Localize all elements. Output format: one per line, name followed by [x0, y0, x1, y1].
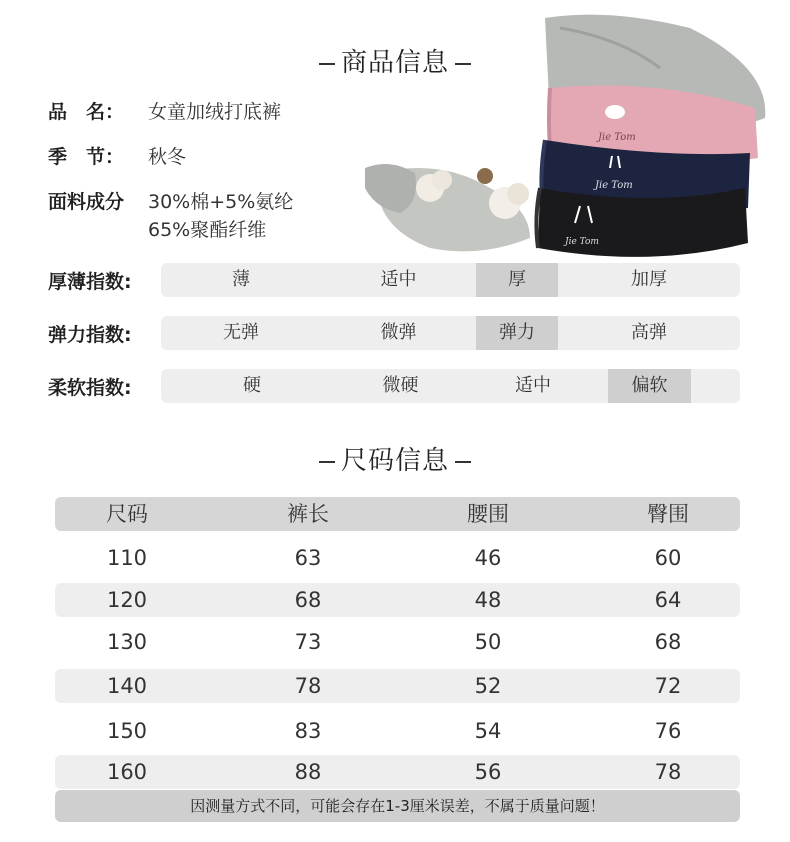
info-row-fabric: [48, 188, 293, 244]
table-row: [55, 714, 740, 748]
table-row: [55, 669, 740, 703]
thickness-index: [48, 263, 740, 297]
elasticity-option-high: 高弹: [631, 322, 667, 343]
softness-option-medium: 适中: [515, 375, 551, 396]
info-row-season: [48, 143, 186, 171]
table-row: [55, 583, 740, 617]
cell-hip: 72: [654, 674, 682, 698]
info-value-fabric: [148, 188, 293, 244]
cell-length: 73: [294, 630, 322, 654]
cell-size: 150: [106, 719, 148, 743]
cell-hip: 64: [654, 588, 682, 612]
title-dash-left: [319, 63, 335, 65]
softness-index-label: 柔软指数:: [48, 376, 132, 399]
thickness-option-thick: 厚: [476, 263, 558, 297]
cell-waist: 56: [474, 760, 502, 784]
thickness-option-thin: 薄: [232, 269, 250, 290]
cell-waist: 48: [474, 588, 502, 612]
header-hip: 臀围: [647, 502, 689, 526]
elasticity-option-none: 无弹: [223, 322, 259, 343]
info-label-name: 品 名：: [48, 101, 125, 123]
elasticity-index-bar: [161, 316, 740, 350]
size-table-header: [55, 497, 740, 531]
cell-size: 130: [106, 630, 148, 654]
product-photo: [360, 8, 780, 270]
info-value-season: 秋冬: [148, 146, 187, 168]
svg-text:Jie Tom: Jie Tom: [565, 237, 599, 247]
softness-index-bar: [161, 369, 740, 403]
cell-hip: 60: [654, 546, 682, 570]
info-row-name: [48, 98, 281, 126]
thickness-option-medium: 适中: [380, 269, 417, 290]
svg-text:Jie Tom: Jie Tom: [595, 180, 633, 191]
table-row: [55, 625, 740, 659]
cell-length: 83: [294, 719, 322, 743]
cell-length: 78: [294, 674, 322, 698]
title-dash-right: [455, 461, 471, 463]
thickness-index-bar: [161, 263, 740, 297]
header-length: 裤长: [287, 502, 329, 526]
cell-size: 110: [106, 546, 148, 570]
cell-size: 120: [106, 588, 148, 612]
title-dash-left: [319, 461, 335, 463]
black-leggings: [536, 188, 748, 257]
cell-waist: 46: [474, 546, 502, 570]
elasticity-option-elastic: 弹力: [476, 316, 558, 350]
softness-option-slightly-hard: 微硬: [382, 375, 419, 396]
thickness-index-label: 厚薄指数:: [48, 270, 132, 293]
elasticity-option-slight: 微弹: [380, 322, 417, 343]
cell-hip: 76: [654, 719, 682, 743]
info-label-fabric: 面料成分: [48, 191, 125, 213]
elasticity-index: [48, 316, 740, 350]
header-waist: 腰围: [467, 502, 509, 526]
header-size: 尺码: [106, 502, 148, 526]
cell-waist: 52: [474, 674, 502, 698]
cell-waist: 54: [474, 719, 502, 743]
info-value-name: 女童加绒打底裤: [148, 101, 282, 123]
product-info-heading: 商品信息: [0, 42, 790, 79]
size-info-heading: 尺码信息: [0, 440, 790, 477]
fabric-line-2: 65%聚酯纤维: [148, 219, 267, 241]
measurement-note: 因测量方式不同，可能会存在1-3厘米误差，不属于质量问题！: [55, 790, 740, 822]
thickness-option-extra-thick: 加厚: [631, 269, 667, 290]
cell-hip: 68: [654, 630, 682, 654]
cell-length: 68: [294, 588, 322, 612]
info-label-season: 季 节：: [48, 146, 125, 168]
svg-text:Jie Tom: Jie Tom: [598, 132, 636, 143]
softness-index: [48, 369, 740, 403]
table-row: [55, 755, 740, 789]
fabric-line-1: 30%棉+5%氨纶: [148, 191, 294, 213]
cell-length: 88: [294, 760, 322, 784]
elasticity-index-label: 弹力指数:: [48, 323, 132, 346]
softness-option-soft: 偏软: [608, 369, 691, 403]
softness-option-hard: 硬: [243, 375, 261, 396]
cell-hip: 78: [654, 760, 682, 784]
table-row: [55, 541, 740, 575]
cell-length: 63: [294, 546, 322, 570]
cell-size: 160: [106, 760, 148, 784]
cell-size: 140: [106, 674, 148, 698]
cell-waist: 50: [474, 630, 502, 654]
